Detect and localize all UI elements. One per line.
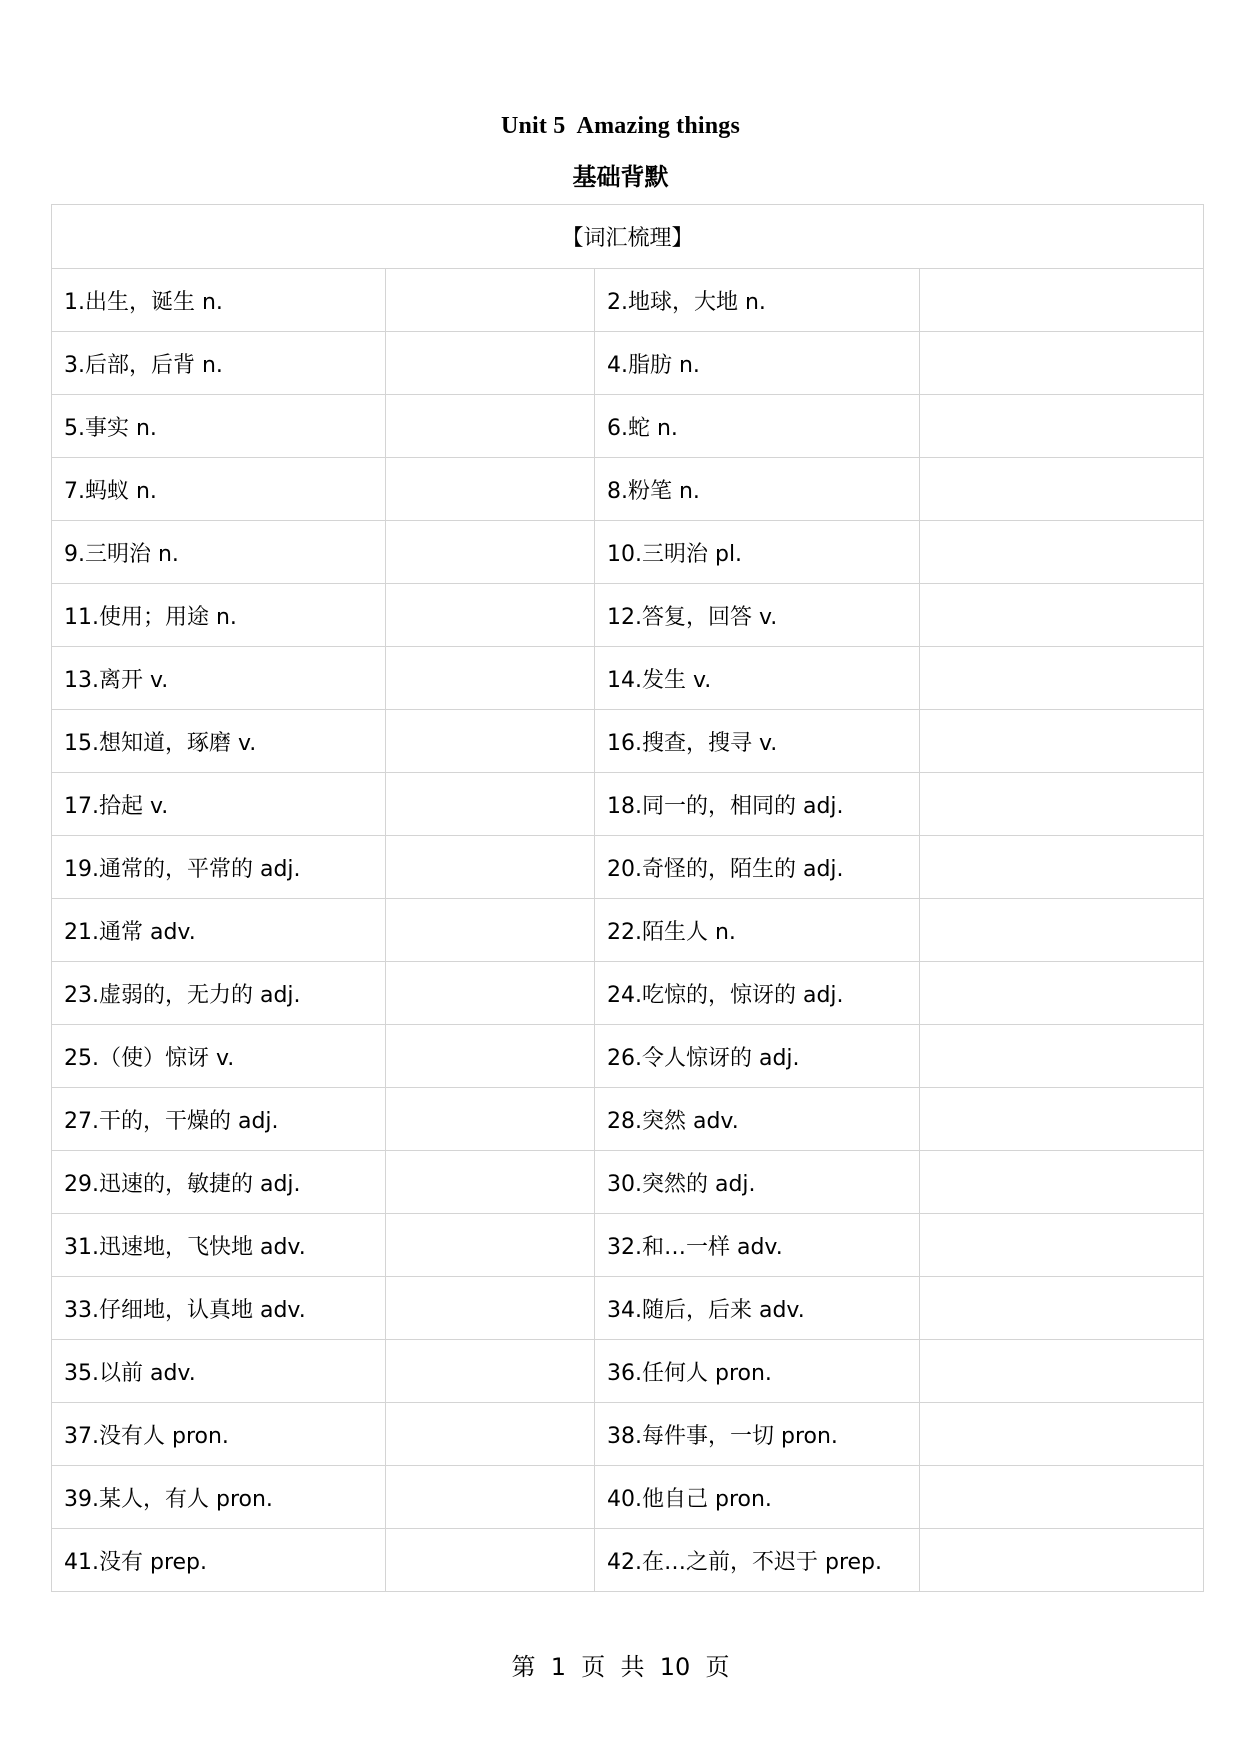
vocab-prompt-left: 41.没有 prep.: [52, 1529, 386, 1592]
table-row: [52, 710, 1204, 773]
answer-cell-right[interactable]: [920, 395, 1204, 458]
answer-cell-left[interactable]: [386, 1340, 595, 1403]
vocab-prompt-right: 16.搜查，搜寻 v.: [595, 710, 920, 773]
vocab-prompt-right: 32.和…一样 adv.: [595, 1214, 920, 1277]
vocab-prompt-left: 31.迅速地，飞快地 adv.: [52, 1214, 386, 1277]
table-row: [52, 395, 1204, 458]
table-row: [52, 269, 1204, 332]
section-header: 【词汇梳理】: [52, 205, 1204, 269]
answer-cell-right[interactable]: [920, 1214, 1204, 1277]
answer-cell-left[interactable]: [386, 269, 595, 332]
answer-cell-right[interactable]: [920, 332, 1204, 395]
answer-cell-left[interactable]: [386, 521, 595, 584]
vocab-prompt-right: 22.陌生人 n.: [595, 899, 920, 962]
answer-cell-right[interactable]: [920, 1466, 1204, 1529]
table-row: [52, 521, 1204, 584]
table-row: [52, 1466, 1204, 1529]
table-row: [52, 1277, 1204, 1340]
answer-cell-right[interactable]: [920, 899, 1204, 962]
answer-cell-left[interactable]: [386, 1466, 595, 1529]
table-row: [52, 584, 1204, 647]
vocab-prompt-right: 30.突然的 adj.: [595, 1151, 920, 1214]
vocab-prompt-left: 37.没有人 pron.: [52, 1403, 386, 1466]
table-row: [52, 1403, 1204, 1466]
vocab-prompt-right: 38.每件事，一切 pron.: [595, 1403, 920, 1466]
table-row: [52, 899, 1204, 962]
answer-cell-right[interactable]: [920, 710, 1204, 773]
vocab-prompt-left: 35.以前 adv.: [52, 1340, 386, 1403]
answer-cell-right[interactable]: [920, 1088, 1204, 1151]
answer-cell-right[interactable]: [920, 1277, 1204, 1340]
answer-cell-right[interactable]: [920, 1529, 1204, 1592]
table-row: [52, 836, 1204, 899]
vocab-prompt-right: 20.奇怪的，陌生的 adj.: [595, 836, 920, 899]
answer-cell-left[interactable]: [386, 458, 595, 521]
vocab-prompt-left: 15.想知道，琢磨 v.: [52, 710, 386, 773]
answer-cell-right[interactable]: [920, 647, 1204, 710]
answer-cell-right[interactable]: [920, 836, 1204, 899]
answer-cell-left[interactable]: [386, 395, 595, 458]
vocab-prompt-left: 3.后部，后背 n.: [52, 332, 386, 395]
vocab-prompt-right: 42.在…之前，不迟于 prep.: [595, 1529, 920, 1592]
vocab-prompt-left: 5.事实 n.: [52, 395, 386, 458]
table-row: [52, 773, 1204, 836]
vocab-prompt-right: 36.任何人 pron.: [595, 1340, 920, 1403]
table-row: [52, 1214, 1204, 1277]
answer-cell-right[interactable]: [920, 584, 1204, 647]
vocab-prompt-right: 18.同一的，相同的 adj.: [595, 773, 920, 836]
document-title: Unit 5 Amazing things: [500, 113, 741, 139]
answer-cell-left[interactable]: [386, 1214, 595, 1277]
answer-cell-right[interactable]: [920, 1403, 1204, 1466]
answer-cell-right[interactable]: [920, 962, 1204, 1025]
vocab-prompt-right: 14.发生 v.: [595, 647, 920, 710]
answer-cell-right[interactable]: [920, 521, 1204, 584]
table-row: [52, 962, 1204, 1025]
table-row: [52, 1529, 1204, 1592]
answer-cell-left[interactable]: [386, 962, 595, 1025]
vocab-prompt-left: 21.通常 adv.: [52, 899, 386, 962]
answer-cell-right[interactable]: [920, 1340, 1204, 1403]
document-subtitle: 基础背默: [572, 163, 669, 191]
answer-cell-left[interactable]: [386, 710, 595, 773]
answer-cell-left[interactable]: [386, 836, 595, 899]
vocab-prompt-left: 9.三明治 n.: [52, 521, 386, 584]
answer-cell-left[interactable]: [386, 1277, 595, 1340]
table-header-row: [52, 205, 1204, 269]
answer-cell-right[interactable]: [920, 1151, 1204, 1214]
vocab-prompt-right: 40.他自己 pron.: [595, 1466, 920, 1529]
page-footer: 第 1 页 共 10 页: [511, 1653, 730, 1681]
answer-cell-left[interactable]: [386, 647, 595, 710]
vocab-prompt-left: 13.离开 v.: [52, 647, 386, 710]
vocab-prompt-right: 6.蛇 n.: [595, 395, 920, 458]
answer-cell-left[interactable]: [386, 899, 595, 962]
vocab-prompt-left: 25.（使）惊讶 v.: [52, 1025, 386, 1088]
answer-cell-left[interactable]: [386, 1151, 595, 1214]
vocab-prompt-left: 1.出生，诞生 n.: [52, 269, 386, 332]
answer-cell-left[interactable]: [386, 1025, 595, 1088]
table-row: [52, 332, 1204, 395]
vocab-prompt-left: 27.干的，干燥的 adj.: [52, 1088, 386, 1151]
answer-cell-left[interactable]: [386, 584, 595, 647]
vocab-prompt-right: 2.地球，大地 n.: [595, 269, 920, 332]
answer-cell-right[interactable]: [920, 1025, 1204, 1088]
table-row: [52, 1025, 1204, 1088]
vocab-prompt-left: 11.使用；用途 n.: [52, 584, 386, 647]
vocab-prompt-right: 28.突然 adv.: [595, 1088, 920, 1151]
vocab-prompt-left: 19.通常的，平常的 adj.: [52, 836, 386, 899]
table-row: [52, 1340, 1204, 1403]
table-row: [52, 647, 1204, 710]
vocab-prompt-left: 23.虚弱的，无力的 adj.: [52, 962, 386, 1025]
answer-cell-left[interactable]: [386, 1529, 595, 1592]
vocab-prompt-right: 4.脂肪 n.: [595, 332, 920, 395]
answer-cell-right[interactable]: [920, 773, 1204, 836]
table-row: [52, 458, 1204, 521]
answer-cell-left[interactable]: [386, 1403, 595, 1466]
answer-cell-left[interactable]: [386, 773, 595, 836]
answer-cell-left[interactable]: [386, 1088, 595, 1151]
vocab-prompt-right: 34.随后，后来 adv.: [595, 1277, 920, 1340]
vocab-prompt-right: 8.粉笔 n.: [595, 458, 920, 521]
answer-cell-left[interactable]: [386, 332, 595, 395]
vocab-prompt-right: 10.三明治 pl.: [595, 521, 920, 584]
vocab-prompt-right: 12.答复，回答 v.: [595, 584, 920, 647]
answer-cell-right[interactable]: [920, 269, 1204, 332]
table-row: [52, 1088, 1204, 1151]
vocabulary-table: [51, 204, 1204, 1592]
answer-cell-right[interactable]: [920, 458, 1204, 521]
vocab-prompt-left: 29.迅速的，敏捷的 adj.: [52, 1151, 386, 1214]
vocab-prompt-right: 26.令人惊讶的 adj.: [595, 1025, 920, 1088]
vocab-prompt-left: 39.某人，有人 pron.: [52, 1466, 386, 1529]
vocab-prompt-left: 7.蚂蚁 n.: [52, 458, 386, 521]
vocab-prompt-left: 17.拾起 v.: [52, 773, 386, 836]
table-row: [52, 1151, 1204, 1214]
vocab-prompt-left: 33.仔细地，认真地 adv.: [52, 1277, 386, 1340]
vocab-prompt-right: 24.吃惊的，惊讶的 adj.: [595, 962, 920, 1025]
